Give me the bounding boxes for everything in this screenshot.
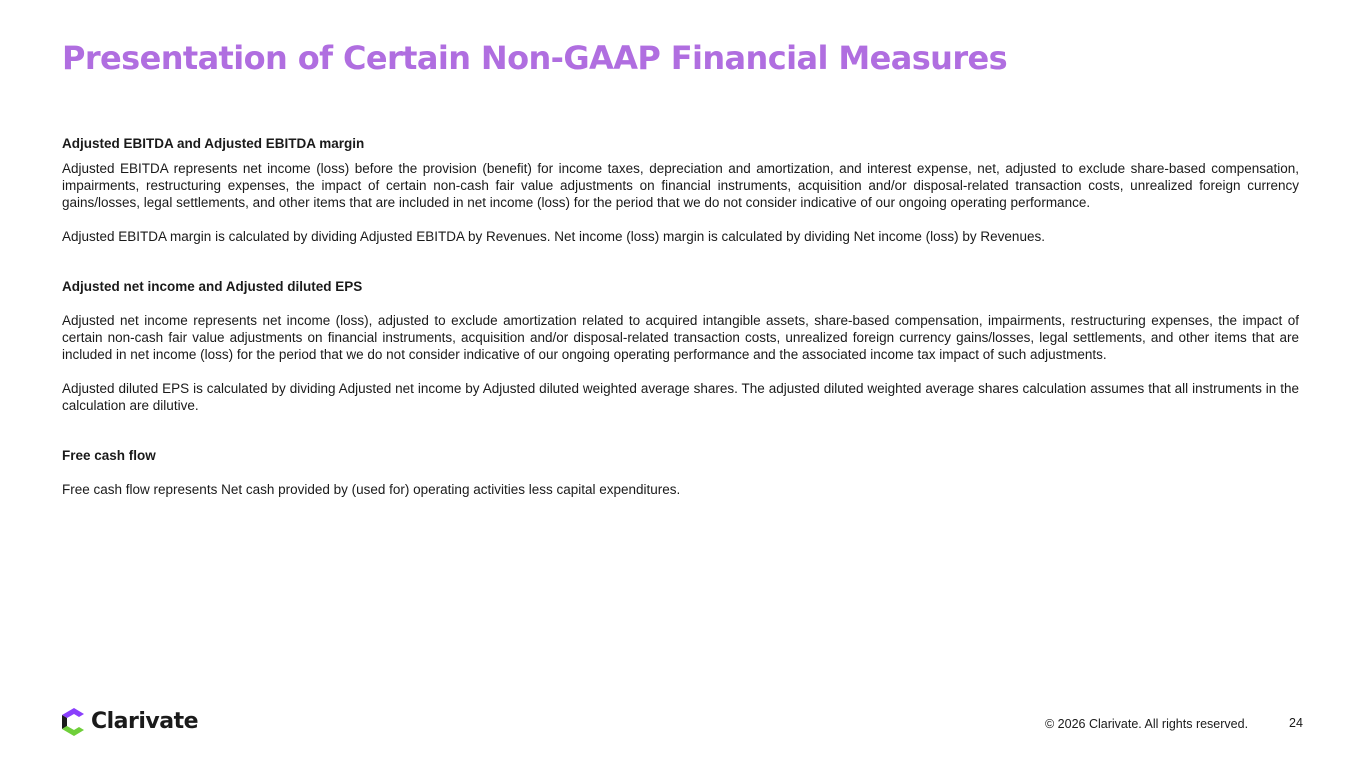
page-number: 24 xyxy=(1289,716,1303,730)
page-title: Presentation of Certain Non-GAAP Financial Measures xyxy=(62,39,1008,77)
paragraph: Adjusted EBITDA margin is calculated by dividing Adjusted EBITDA by Revenues. Net income (loss) margin is calculated by dividing Net income (loss) by Revenues. xyxy=(62,229,1045,244)
paragraph: Adjusted diluted EPS is calculated by dividing Adjusted net income by Adjusted diluted weighted average shares. The adjusted diluted weighted average shares calculation assumes that all instruments in the calculation are dilutive. xyxy=(62,381,1299,413)
section-heading: Adjusted EBITDA and Adjusted EBITDA margin xyxy=(62,136,365,151)
copyright-text: © 2026 Clarivate. All rights reserved. xyxy=(1045,717,1249,731)
paragraph: Adjusted net income represents net income (loss), adjusted to exclude amortization related to acquired intangible assets, share-based compensation, impairments, restructuring expenses, the impact of certain non-cash fair value adjustments on financial instruments, acquisition and/or disposal-related transaction costs, unrealized foreign currency gains/losses, legal settlements, and other items that are included in net income (loss) for the period that we do not consider indicative of our ongoing operating performance and the associated income tax impact of such adjustments. xyxy=(62,313,1299,362)
content-body xyxy=(62,135,1299,498)
paragraph: Adjusted EBITDA represents net income (loss) before the provision (benefit) for income taxes, depreciation and amortization, and interest expense, net, adjusted to exclude share-based compensation, impairments, restructuring expenses, the impact of certain non-cash fair value adjustments on financial instruments, acquisition and/or disposal-related transaction costs, unrealized foreign currency gains/losses, legal settlements, and other items that are included in net income (loss) for the period that we do not consider indicative of our ongoing operating performance. xyxy=(62,161,1299,210)
clarivate-logo xyxy=(62,708,198,736)
section-free-cash-flow xyxy=(62,447,1299,498)
clarivate-logo-mark-icon xyxy=(62,708,86,736)
section-heading: Free cash flow xyxy=(62,448,156,463)
paragraph: Free cash flow represents Net cash provided by (used for) operating activities less capital expenditures. xyxy=(62,482,681,497)
section-adjusted-net-income xyxy=(62,278,1299,414)
section-heading: Adjusted net income and Adjusted diluted EPS xyxy=(62,279,363,294)
logo-text: Clarivate xyxy=(91,709,199,734)
section-adjusted-ebitda xyxy=(62,135,1299,245)
